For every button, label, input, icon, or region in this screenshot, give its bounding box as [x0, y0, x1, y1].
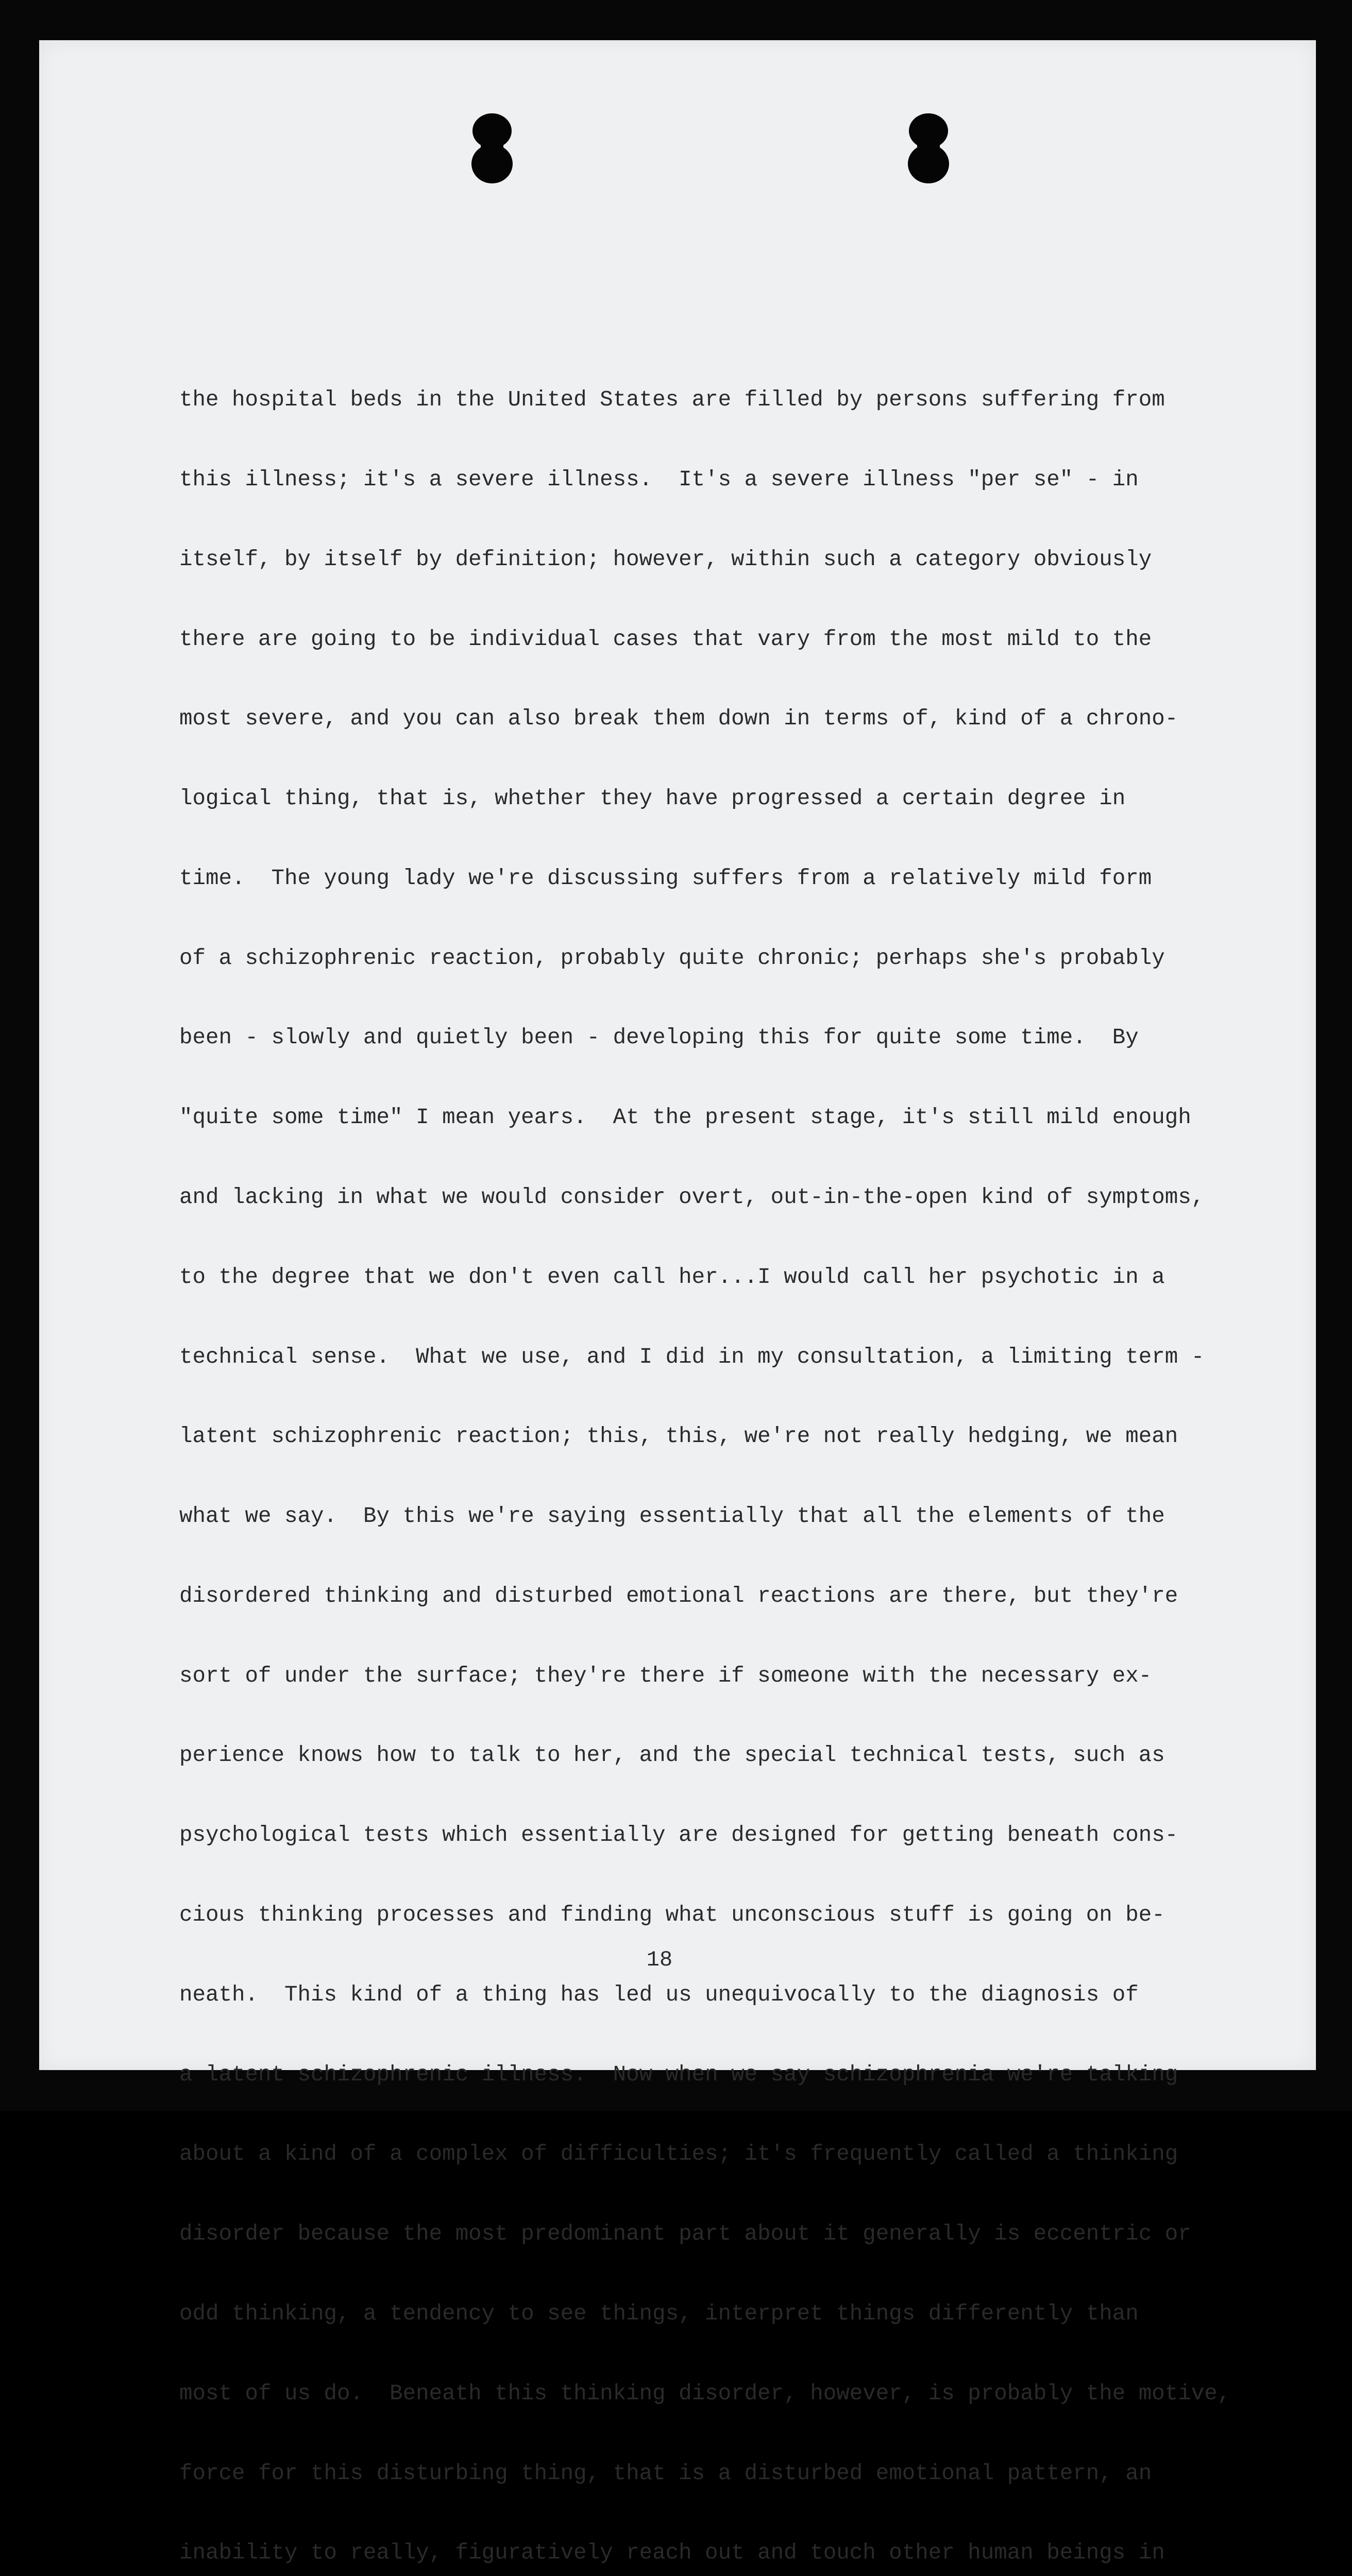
text-line: to the degree that we don't even call her...I would call her psychotic in a	[179, 1264, 1165, 1290]
text-line: of a schizophrenic reaction, probably quite chronic; perhaps she's probably	[179, 945, 1165, 971]
text-line: latent schizophrenic reaction; this, this, we're not really hedging, we mean	[179, 1424, 1178, 1449]
text-line: and lacking in what we would consider overt, out-in-the-open kind of symptoms,	[179, 1185, 1205, 1210]
text-line: odd thinking, a tendency to see things, interpret things differently than	[179, 2301, 1139, 2326]
text-line: disordered thinking and disturbed emotional reactions are there, but they're	[179, 1583, 1178, 1608]
text-line: cious thinking processes and finding what unconscious stuff is going on be-	[179, 1903, 1165, 1928]
text-line: perience knows how to talk to her, and the special technical tests, such as	[179, 1743, 1165, 1768]
text-line: itself, by itself by definition; however, within such a category obviously	[179, 547, 1152, 572]
text-line: what we say. By this we're saying essentially that all the elements of the	[179, 1504, 1165, 1529]
text-line: psychological tests which essentially are designed for getting beneath cons-	[179, 1823, 1178, 1848]
punch-hole-left	[470, 112, 514, 184]
text-line: time. The young lady we're discussing suffers from a relatively mild form	[179, 866, 1152, 891]
text-line: sort of under the surface; they're there if someone with the necessary ex-	[179, 1663, 1152, 1688]
text-line: this illness; it's a severe illness. It's a severe illness "per se" - in	[179, 467, 1139, 492]
text-line: force for this disturbing thing, that is a disturbed emotional pattern, an	[179, 2461, 1152, 2486]
punch-hole-right	[907, 112, 950, 184]
text-line: inability to really, figuratively reach out and touch other human beings in	[179, 2540, 1165, 2566]
text-line: most of us do. Beneath this thinking disorder, however, is probably the motive,	[179, 2381, 1231, 2406]
text-line: disorder because the most predominant part about it generally is eccentric or	[179, 2222, 1191, 2247]
text-line: logical thing, that is, whether they have progressed a certain degree in	[179, 786, 1126, 811]
typed-body-text	[179, 334, 1241, 2576]
text-line: most severe, and you can also break them down in terms of, kind of a chrono-	[179, 706, 1178, 732]
text-line: technical sense. What we use, and I did in my consultation, a limiting term -	[179, 1344, 1205, 1369]
page-number: 18	[646, 1947, 673, 1972]
text-line: the hospital beds in the United States are filled by persons suffering from	[179, 387, 1165, 413]
text-line: a latent schizophrenic illness. Now when we say schizophrenia we're talking	[179, 2062, 1178, 2087]
text-line: there are going to be individual cases that vary from the most mild to the	[179, 626, 1152, 652]
text-line: been - slowly and quietly been - developing this for quite some time. By	[179, 1025, 1139, 1050]
text-line: about a kind of a complex of difficulties; it's frequently called a thinking	[179, 2142, 1178, 2167]
text-line: "quite some time" I mean years. At the present stage, it's still mild enough	[179, 1105, 1191, 1130]
text-line: neath. This kind of a thing has led us unequivocally to the diagnosis of	[179, 1982, 1139, 2007]
